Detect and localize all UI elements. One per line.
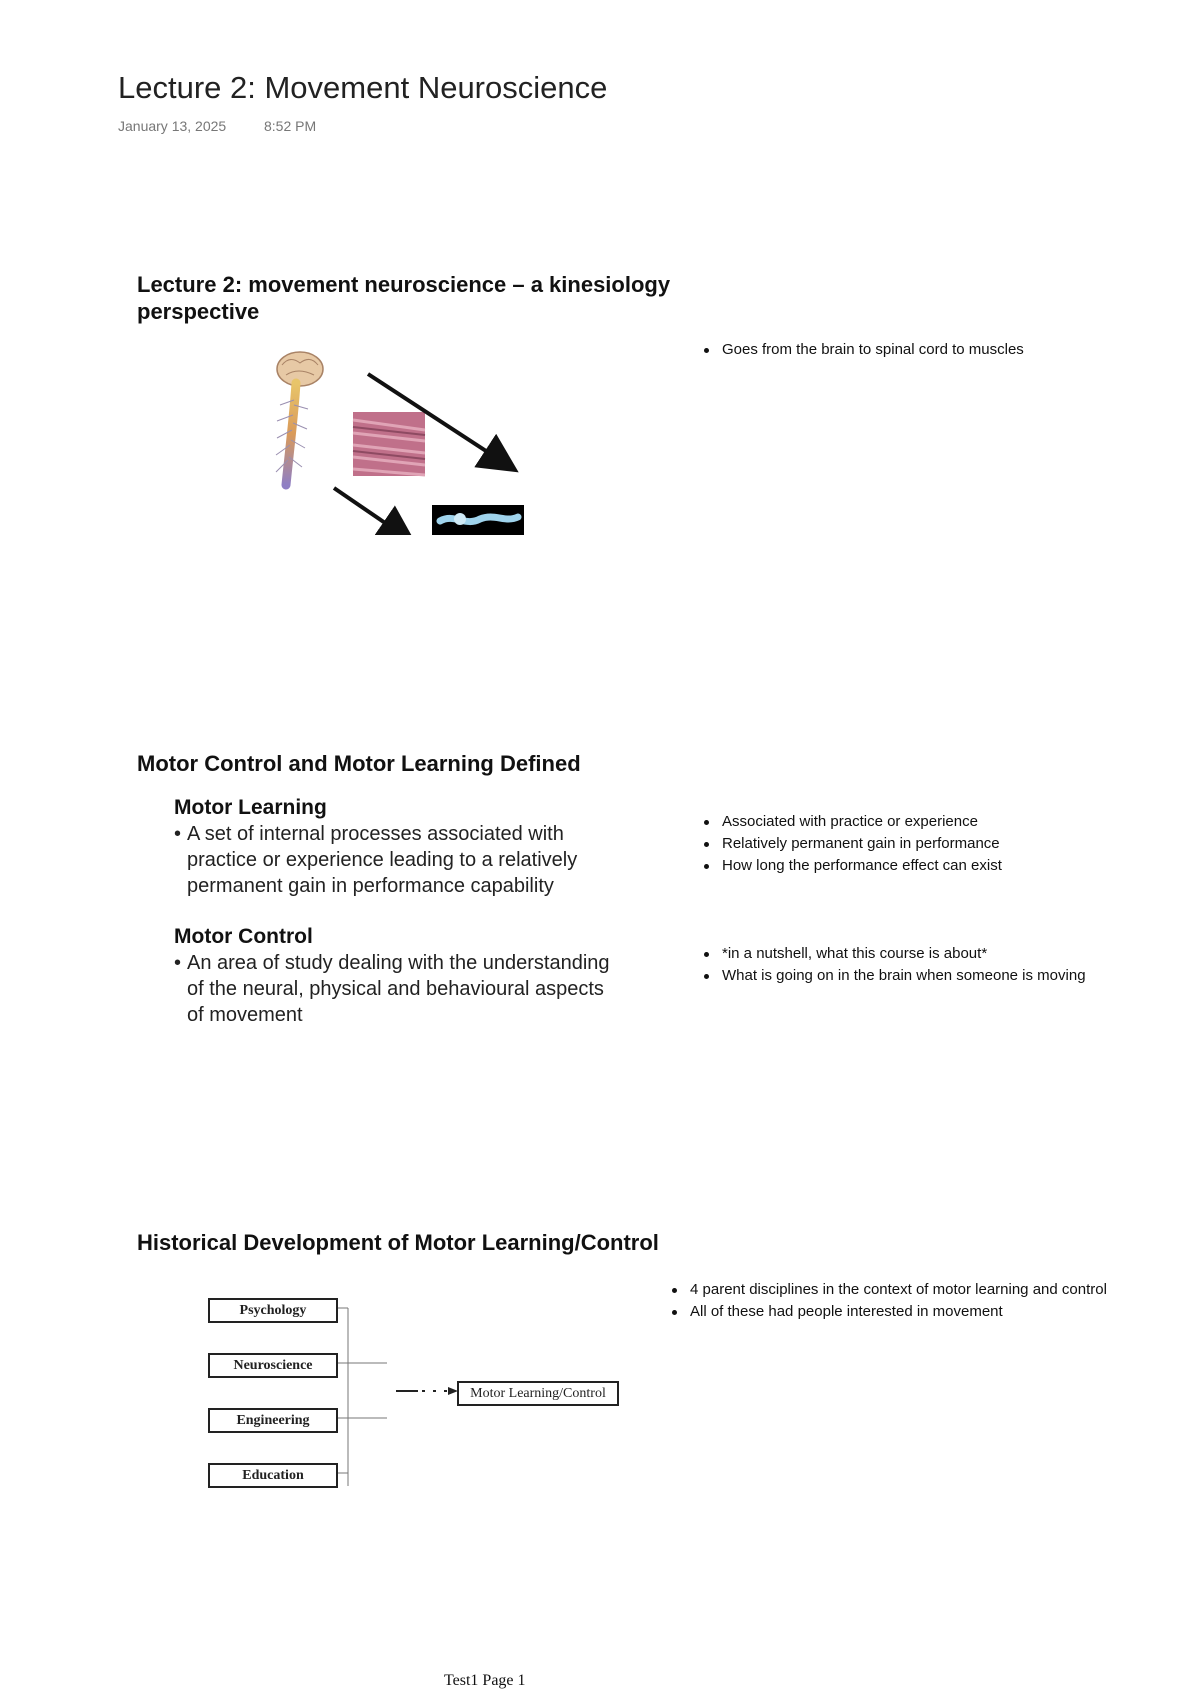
slide1-heading (137, 271, 670, 325)
bullet-dot: • (174, 823, 182, 845)
note-item: *in a nutshell, what this course is about* (700, 943, 1086, 965)
spinal-cord-icon (276, 383, 308, 485)
bullet-dot: • (174, 952, 182, 974)
note-item: All of these had people interested in movement (668, 1301, 1107, 1323)
slide1-notes (700, 339, 1024, 361)
slide1-heading-line2: perspective (137, 299, 260, 324)
discipline-box-psychology: Psychology (208, 1298, 338, 1323)
slide2-control-notes (700, 943, 1086, 987)
motor-learning-title: Motor Learning (174, 796, 327, 819)
definition-line: An area of study dealing with the understanding (187, 952, 610, 974)
note-item: Associated with practice or experience (700, 811, 1002, 833)
motor-control-definition (174, 950, 610, 1028)
discipline-box-neuroscience: Neuroscience (208, 1353, 338, 1378)
page-time: 8:52 PM (264, 118, 317, 134)
definition-line: of the neural, physical and behavioural aspects (187, 978, 604, 1000)
note-item: What is going on in the brain when someone is moving (700, 965, 1086, 987)
note-item: Goes from the brain to spinal cord to muscles (700, 339, 1024, 361)
note-item: 4 parent disciplines in the context of motor learning and control (668, 1279, 1107, 1301)
note-item: Relatively permanent gain in performance (700, 833, 1002, 855)
definition-line: of movement (187, 1004, 303, 1026)
brain-icon (277, 352, 323, 386)
motor-learning-definition (174, 821, 577, 899)
muscle-tissue-image (353, 412, 425, 476)
definition-line: practice or experience leading to a relatively (187, 849, 578, 871)
slide3-heading: Historical Development of Motor Learning/Control (137, 1230, 659, 1255)
slide1-heading-line1: Lecture 2: movement neuroscience – a kinesiology (137, 272, 671, 297)
definition-line: permanent gain in performance capability (187, 875, 554, 897)
arrow-to-neuron (334, 488, 410, 535)
neuron-image (432, 505, 524, 535)
motor-learning-control-box: Motor Learning/Control (457, 1381, 619, 1406)
slide2-learning-notes (700, 811, 1002, 877)
page-date: January 13, 2025 (118, 118, 227, 134)
slide3-notes (668, 1279, 1107, 1323)
page-title: Lecture 2: Movement Neuroscience (118, 70, 608, 105)
nervous-system-illustration (260, 345, 540, 535)
slide2-heading: Motor Control and Motor Learning Defined (137, 751, 581, 776)
definition-line: A set of internal processes associated with (187, 823, 564, 845)
discipline-box-engineering: Engineering (208, 1408, 338, 1433)
page-footer: Test1 Page 1 (444, 1672, 526, 1689)
motor-control-title: Motor Control (174, 925, 313, 948)
note-item: How long the performance effect can exist (700, 855, 1002, 877)
discipline-box-education: Education (208, 1463, 338, 1488)
